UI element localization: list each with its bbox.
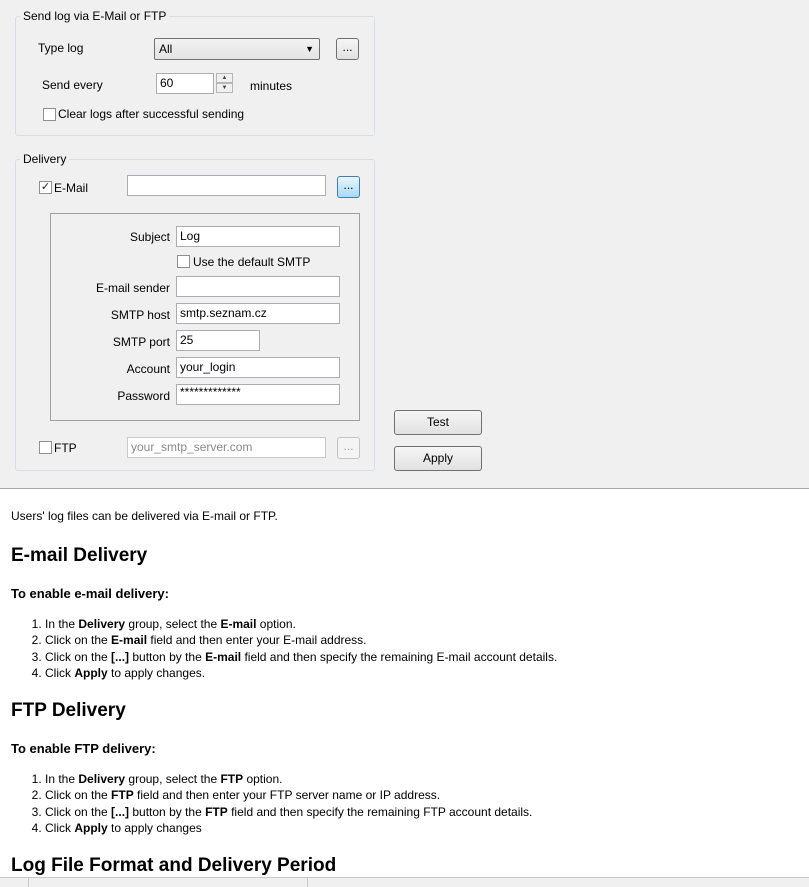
step-item [45, 804, 532, 820]
ftp-input[interactable]: your_smtp_server.com [127, 437, 326, 458]
ftp-checkbox[interactable] [39, 441, 52, 454]
subject-input[interactable]: Log [176, 226, 340, 247]
email-input[interactable] [127, 175, 326, 196]
step-text: Click [45, 665, 75, 680]
step-keyword: Delivery [78, 617, 126, 631]
step-keyword: Apply [74, 820, 108, 835]
step-item [45, 632, 557, 648]
step-item [45, 649, 557, 665]
delivery-group-title: Delivery [20, 152, 69, 166]
send-every-input[interactable]: 60 [156, 73, 214, 94]
step-text: field and then enter your E-mail address. [147, 633, 367, 648]
delivery-group [15, 152, 375, 471]
step-text: field and then enter your FTP server name or IP address. [133, 788, 441, 803]
clear-logs-checkbox[interactable] [43, 108, 56, 121]
step-keyword: E-mail [205, 649, 242, 664]
step-keyword: E-mail [111, 633, 148, 648]
subject-label: Subject [129, 230, 170, 244]
email-details-panel [50, 213, 360, 421]
use-default-smtp-checkbox[interactable] [177, 255, 190, 268]
step-item [45, 771, 532, 787]
step-keyword: Apply [74, 665, 108, 680]
step-text: button by the [129, 649, 206, 664]
step-item [45, 820, 532, 836]
log-format-heading: Log File Format and Delivery Period [11, 855, 337, 876]
minutes-label: minutes [250, 79, 293, 93]
email-checkbox[interactable]: ✓ [40, 181, 51, 193]
send-log-group-title: Send log via E-Mail or FTP [20, 9, 169, 23]
use-default-smtp-label: Use the default SMTP [193, 255, 311, 269]
account-input[interactable]: your_login [176, 357, 340, 378]
send-log-group [15, 9, 375, 136]
ftp-steps-list [11, 771, 532, 836]
step-text: field and then specify the remaining E-mail account details. [241, 649, 558, 664]
password-input[interactable]: ************* [176, 384, 340, 405]
ftp-label: FTP [54, 441, 77, 455]
type-log-label: Type log [38, 41, 84, 55]
step-text: to apply changes. [107, 665, 206, 680]
step-text: Click on the [45, 633, 112, 648]
send-every-stepper[interactable] [216, 73, 233, 94]
ftp-delivery-heading: FTP Delivery [11, 700, 126, 721]
step-text: In the [45, 772, 79, 786]
step-keyword: FTP [111, 788, 134, 803]
help-intro: Users' log files can be delivered via E-mail or FTP. [11, 509, 278, 523]
smtp-port-input[interactable]: 25 [176, 330, 260, 351]
stepper-down-icon[interactable]: ▼ [216, 83, 233, 93]
status-bar [0, 877, 809, 886]
help-document [0, 488, 809, 886]
stepper-up-icon[interactable]: ▲ [216, 73, 233, 83]
clear-logs-label: Clear logs after successful sending [58, 107, 245, 121]
step-item [45, 665, 557, 681]
email-sender-label: E-mail sender [95, 281, 170, 295]
step-text: Click on the [45, 788, 112, 803]
send-every-label: Send every [42, 78, 103, 92]
smtp-host-input[interactable]: smtp.seznam.cz [176, 303, 340, 324]
step-text: group, select the [125, 617, 221, 631]
step-keyword: [...] [111, 804, 130, 819]
apply-button[interactable]: Apply [394, 446, 482, 471]
email-delivery-subheading: To enable e-mail delivery: [11, 586, 169, 601]
step-text: group, select the [125, 772, 221, 786]
test-button[interactable]: Test [394, 410, 482, 435]
account-label: Account [126, 362, 170, 376]
smtp-port-label: SMTP port [112, 335, 170, 349]
step-text: option. [243, 772, 283, 786]
step-keyword: Delivery [78, 772, 126, 786]
step-item [45, 787, 532, 803]
smtp-host-label: SMTP host [110, 308, 170, 322]
step-item [45, 616, 557, 632]
step-text: Click [45, 820, 75, 835]
type-log-browse-button[interactable]: ... [336, 38, 359, 60]
password-label: Password [117, 389, 170, 403]
type-log-value: All [159, 42, 173, 56]
email-label: E-Mail [54, 181, 89, 195]
step-text: Click on the [45, 649, 112, 664]
chevron-down-icon: ▼ [305, 44, 314, 54]
email-steps-list [11, 616, 557, 681]
email-delivery-heading: E-mail Delivery [11, 545, 148, 566]
step-text: field and then specify the remaining FTP account details. [227, 804, 533, 819]
step-keyword: E-mail [220, 617, 257, 631]
step-text: Click on the [45, 804, 112, 819]
email-browse-button[interactable]: ... [337, 176, 360, 198]
email-sender-input[interactable] [176, 276, 340, 297]
step-text: to apply changes [107, 820, 202, 835]
step-text: option. [256, 617, 296, 631]
ftp-browse-button[interactable]: ... [337, 437, 360, 459]
ftp-delivery-subheading: To enable FTP delivery: [11, 741, 156, 756]
step-keyword: FTP [220, 772, 244, 786]
step-text: button by the [129, 804, 206, 819]
step-text: In the [45, 617, 79, 631]
type-log-dropdown[interactable] [154, 38, 320, 60]
step-keyword: FTP [205, 804, 228, 819]
step-keyword: [...] [111, 649, 130, 664]
